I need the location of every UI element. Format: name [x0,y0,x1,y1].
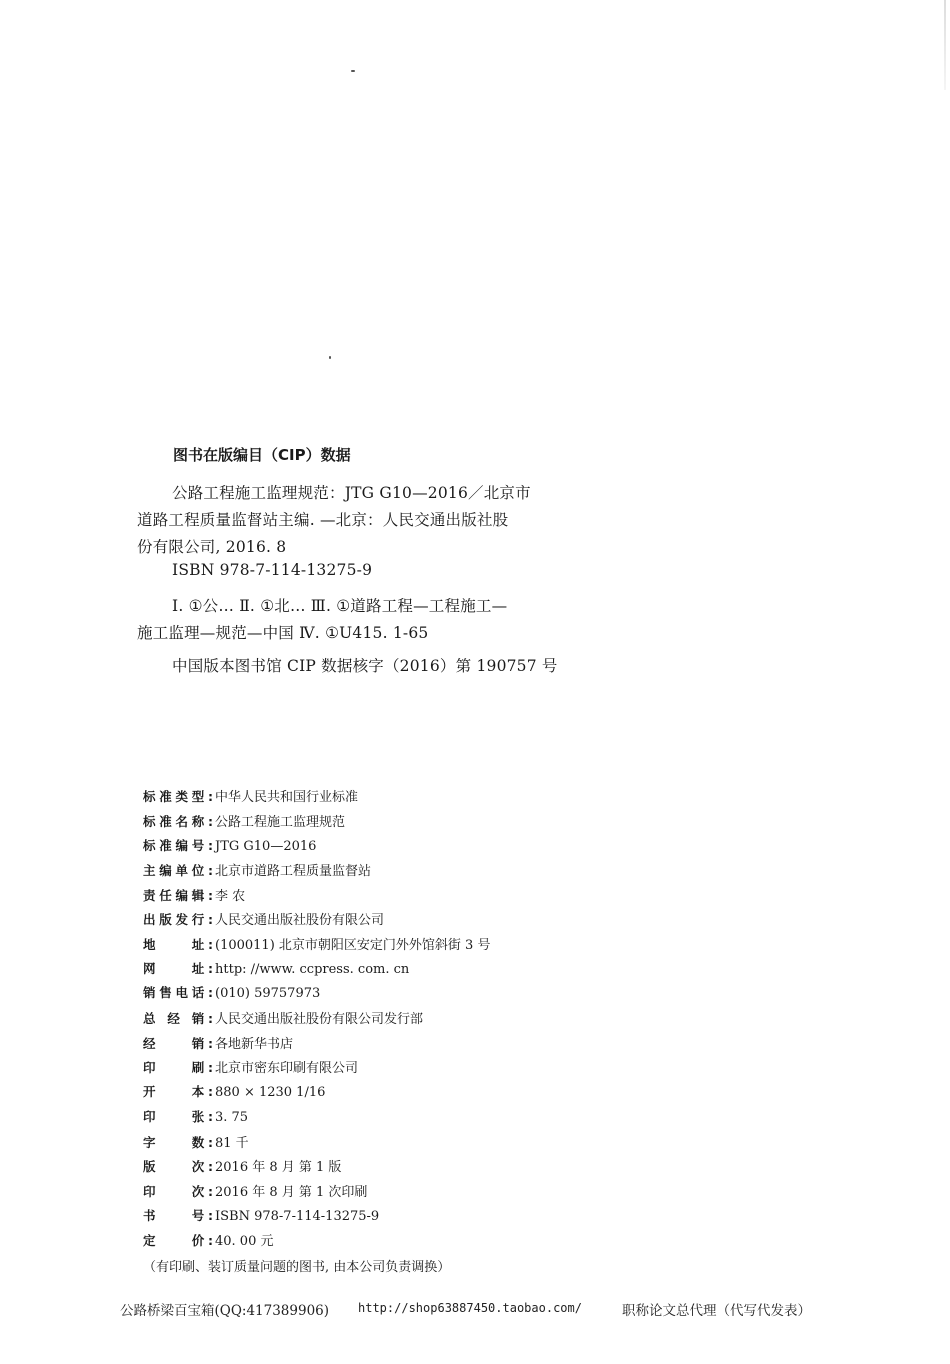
spec-label: 版 次: [143,1159,213,1174]
spec-row-sales-phone [143,983,320,1003]
spec-row-general-distributor [143,1008,423,1028]
spec-label: 印 刷: [143,1060,213,1075]
spec-label: 网 址: [143,961,213,976]
spec-row-address [143,934,490,954]
scan-speck [351,70,355,72]
spec-value: 中华人民共和国行业标准 [215,790,359,805]
spec-value: 北京市密东印刷有限公司 [215,1061,359,1076]
spec-label: 总 经 销: [143,1011,213,1026]
cip-line: 施工监理—规范—中国 Ⅳ. ①U415. 1-65 [137,624,429,642]
spec-value: 880 × 1230 1/16 [215,1085,326,1100]
spec-label: 字 数: [143,1135,213,1150]
quality-notice: （有印刷、装订质量问题的图书, 由本公司负责调换） [143,1260,451,1275]
spec-value: 2016 年 8 月 第 1 次印刷 [215,1185,368,1200]
spec-label: 开 本: [143,1084,213,1099]
spec-row-responsible-editor [143,885,245,905]
scan-speck [329,356,331,359]
spec-row-website [143,959,409,979]
spec-row-standard-number [143,836,316,856]
spec-value: 2016 年 8 月 第 1 版 [215,1160,342,1175]
scan-edge-shadow [944,0,946,90]
cip-line: Ⅰ. ①公… Ⅱ. ①北… Ⅲ. ①道路工程—工程施工— [172,597,508,615]
spec-row-word-count [143,1132,249,1152]
cip-line: 道路工程质量监督站主编. —北京：人民交通出版社股 [137,511,509,529]
spec-label: 标准名称: [143,814,213,829]
cip-line: 公路工程施工监理规范：JTG G10—2016／北京市 [172,484,531,502]
spec-label: 出版发行: [143,912,213,927]
cip-title: 图书在版编目（CIP）数据 [173,446,351,464]
spec-value: JTG G10—2016 [215,839,317,854]
spec-row-standard-type [143,786,358,806]
spec-row-printed-sheets [143,1107,248,1127]
cip-line: 中国版本图书馆 CIP 数据核字（2016）第 190757 号 [172,657,558,675]
spec-row-format [143,1082,325,1102]
spec-row-edition [143,1156,341,1176]
spec-label: 经 销: [143,1036,213,1051]
spec-label: 销售电话: [143,985,213,1000]
spec-label: 书 号: [143,1208,213,1223]
spec-row-price [143,1230,273,1250]
spec-value: 81 千 [215,1136,249,1151]
spec-row-standard-name [143,811,345,831]
spec-value: http: //www. ccpress. com. cn [215,962,410,977]
spec-label: 责任编辑: [143,888,213,903]
spec-row-chief-editor-unit [143,860,371,880]
spec-value: 人民交通出版社股份有限公司发行部 [215,1012,424,1027]
spec-value: 北京市道路工程质量监督站 [215,864,372,879]
spec-row-publisher [143,909,384,929]
spec-value: 3. 75 [215,1110,249,1125]
spec-label: 印 次: [143,1184,213,1199]
spec-value: 各地新华书店 [215,1037,294,1052]
spec-row-book-number [143,1206,379,1226]
spec-label: 标准类型: [143,789,213,804]
spec-value: (010) 59757973 [215,986,321,1001]
spec-row-printing [143,1181,367,1201]
spec-label: 标准编号: [143,838,213,853]
footer-service-text: 职称论文总代理（代写代发表） [622,1303,811,1319]
spec-value: (100011) 北京市朝阳区安定门外外馆斜街 3 号 [215,938,491,953]
footer-shop-url: http://shop63887450.taobao.com/ [358,1301,582,1315]
spec-row-distributor [143,1033,293,1053]
spec-value: 李 农 [215,889,246,904]
cip-line: ISBN 978-7-114-13275-9 [172,561,373,579]
spec-value: 人民交通出版社股份有限公司 [215,913,385,928]
spec-label: 主编单位: [143,863,213,878]
spec-value: 公路工程施工监理规范 [215,815,346,830]
cip-line: 份有限公司, 2016. 8 [137,538,287,556]
spec-value: ISBN 978-7-114-13275-9 [215,1209,380,1224]
spec-row-printer [143,1057,358,1077]
spec-label: 印 张: [143,1109,213,1124]
footer-shop-name: 公路桥梁百宝箱(QQ:417389906) [120,1303,330,1319]
spec-label: 地 址: [143,937,213,952]
spec-label: 定 价: [143,1233,213,1248]
spec-value: 40. 00 元 [215,1234,274,1249]
